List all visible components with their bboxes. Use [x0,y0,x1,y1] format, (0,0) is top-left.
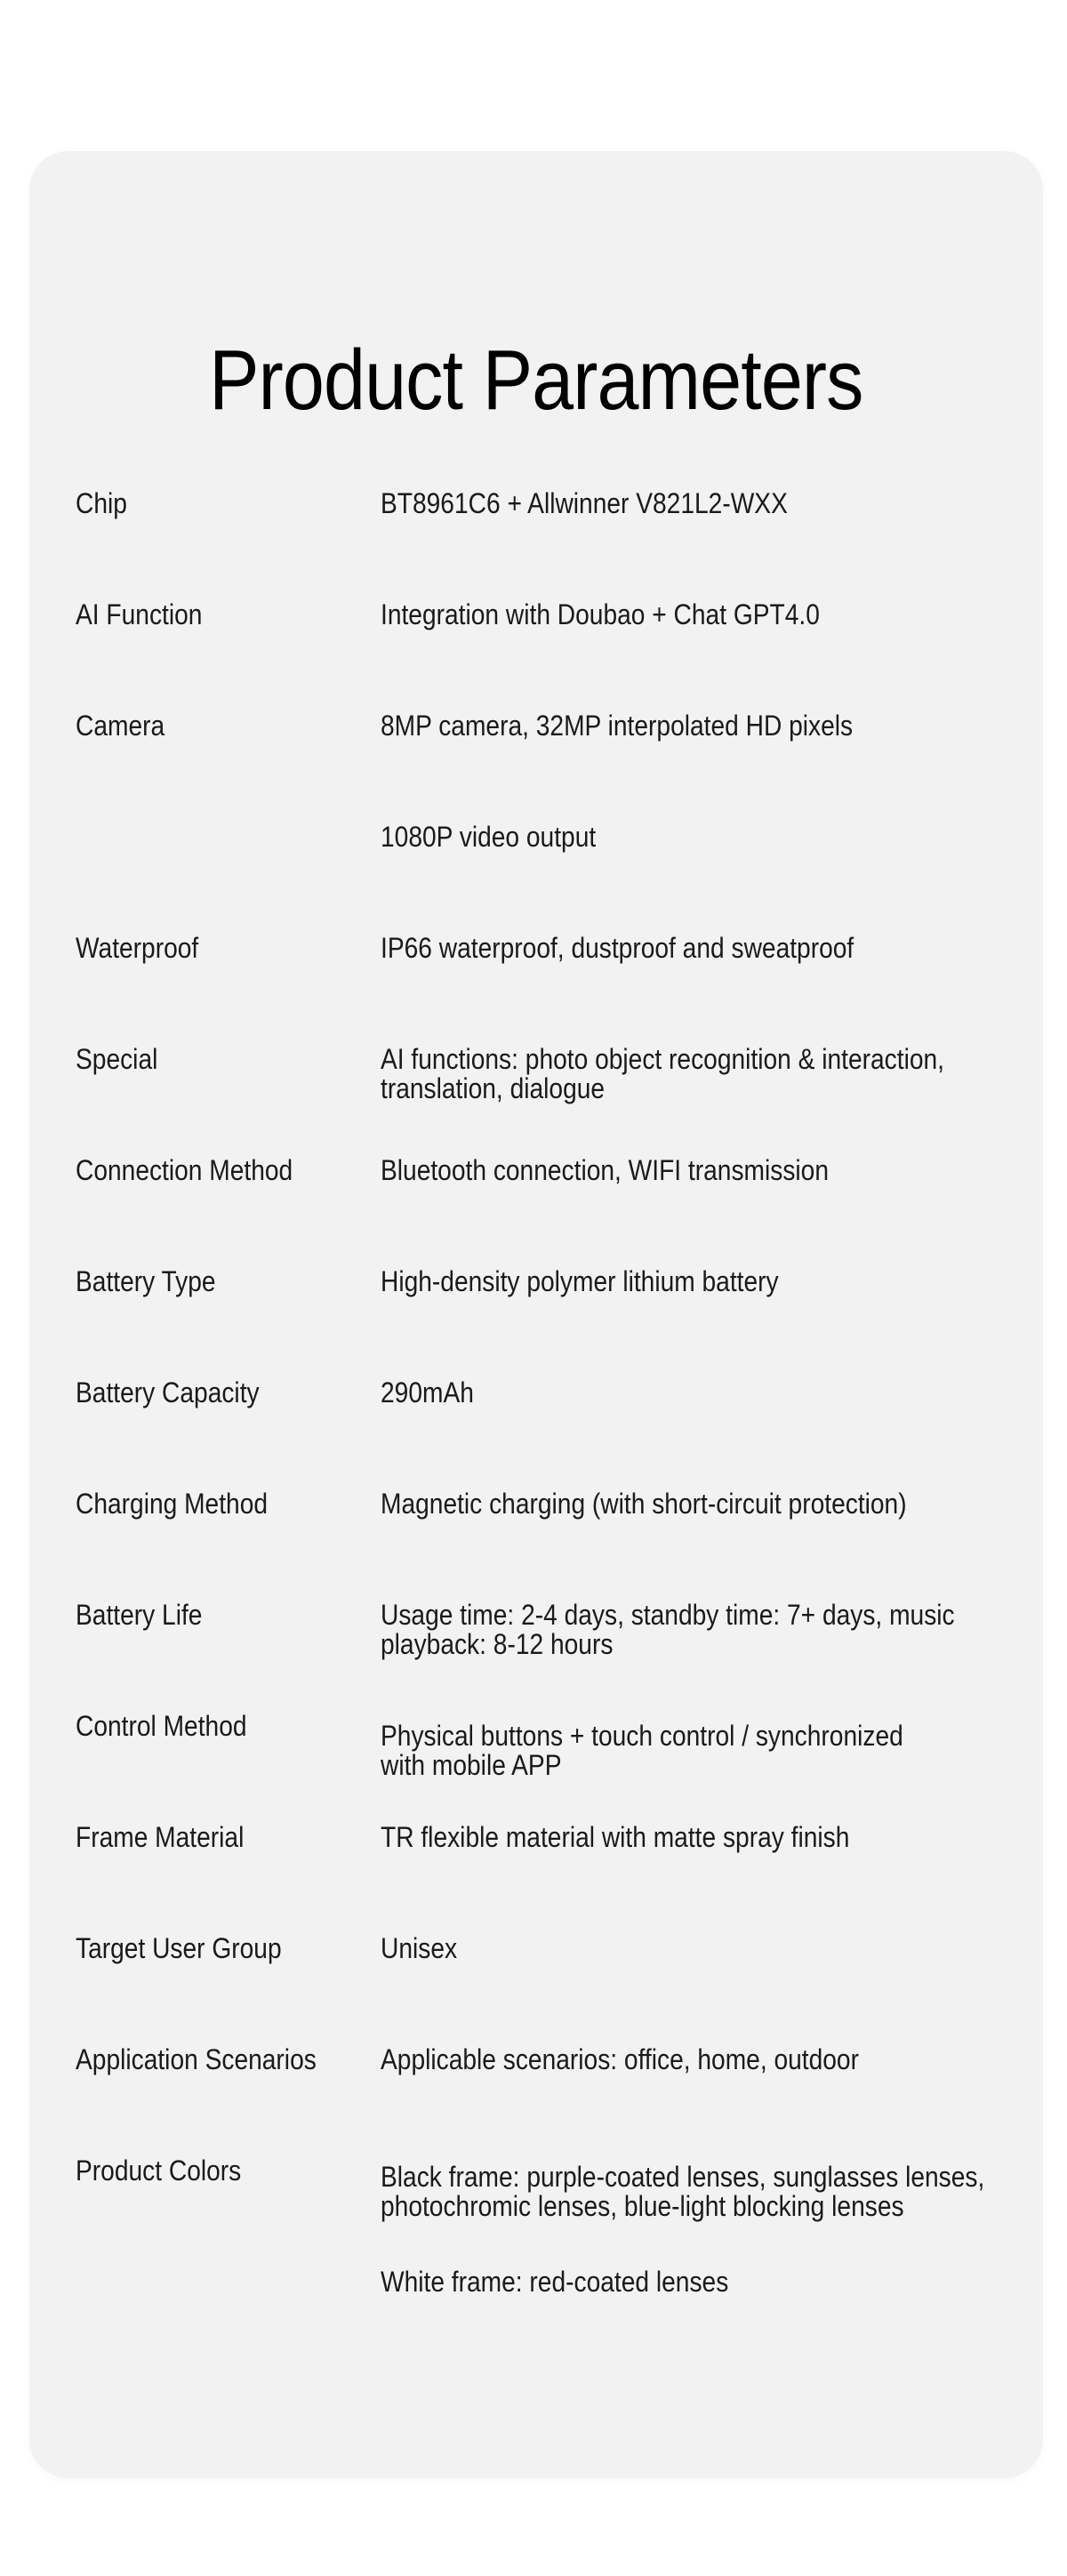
spec-label: Camera [76,710,165,742]
spec-label: Special [76,1043,158,1075]
spec-value: Usage time: 2-4 days, standby time: 7+ days, music playback: 8-12 hours [381,1599,955,1660]
spec-label: Control Method [76,1710,247,1742]
spec-value: BT8961C6 + Allwinner V821L2-WXX [381,487,788,519]
spec-value: Magnetic charging (with short-circuit protection) [381,1488,907,1520]
spec-label: Application Scenarios [76,2043,317,2075]
spec-label: Target User Group [76,1932,282,1964]
page-title: Product Parameters [209,333,863,429]
spec-value: High-density polymer lithium battery [381,1265,779,1297]
spec-label: Product Colors [76,2155,242,2187]
spec-label: Charging Method [76,1488,269,1520]
spec-value: Bluetooth connection, WIFI transmission [381,1154,829,1186]
spec-table [29,151,1043,2478]
spec-value: Physical buttons + touch control / synchronized with mobile APP [381,1720,903,1781]
spec-value: TR flexible material with matte spray finish [381,1821,850,1853]
spec-label: Chip [76,487,127,519]
spec-label: Waterproof [76,932,199,964]
spec-label: Battery Life [76,1599,203,1631]
spec-value: 1080P video output [381,821,597,853]
spec-label: Frame Material [76,1821,245,1853]
spec-label: AI Function [76,598,203,630]
spec-label: Connection Method [76,1154,293,1186]
spec-value: Integration with Doubao + Chat GPT4.0 [381,598,820,630]
spec-value: 290mAh [381,1376,474,1408]
spec-label: Battery Type [76,1265,216,1297]
spec-value: Black frame: purple-coated lenses, sunglasses lenses, photochromic lenses, blue-light blocking lenses [381,2161,985,2222]
spec-value: Applicable scenarios: office, home, outdoor [381,2043,859,2075]
spec-label: Battery Capacity [76,1376,260,1408]
spec-value: AI functions: photo object recognition & interaction, translation, dialogue [381,1043,944,1104]
spec-value: White frame: red-coated lenses [381,2266,729,2298]
spec-value: Unisex [381,1932,458,1964]
spec-value: 8MP camera, 32MP interpolated HD pixels [381,710,854,742]
spec-value: IP66 waterproof, dustproof and sweatproof [381,932,854,964]
